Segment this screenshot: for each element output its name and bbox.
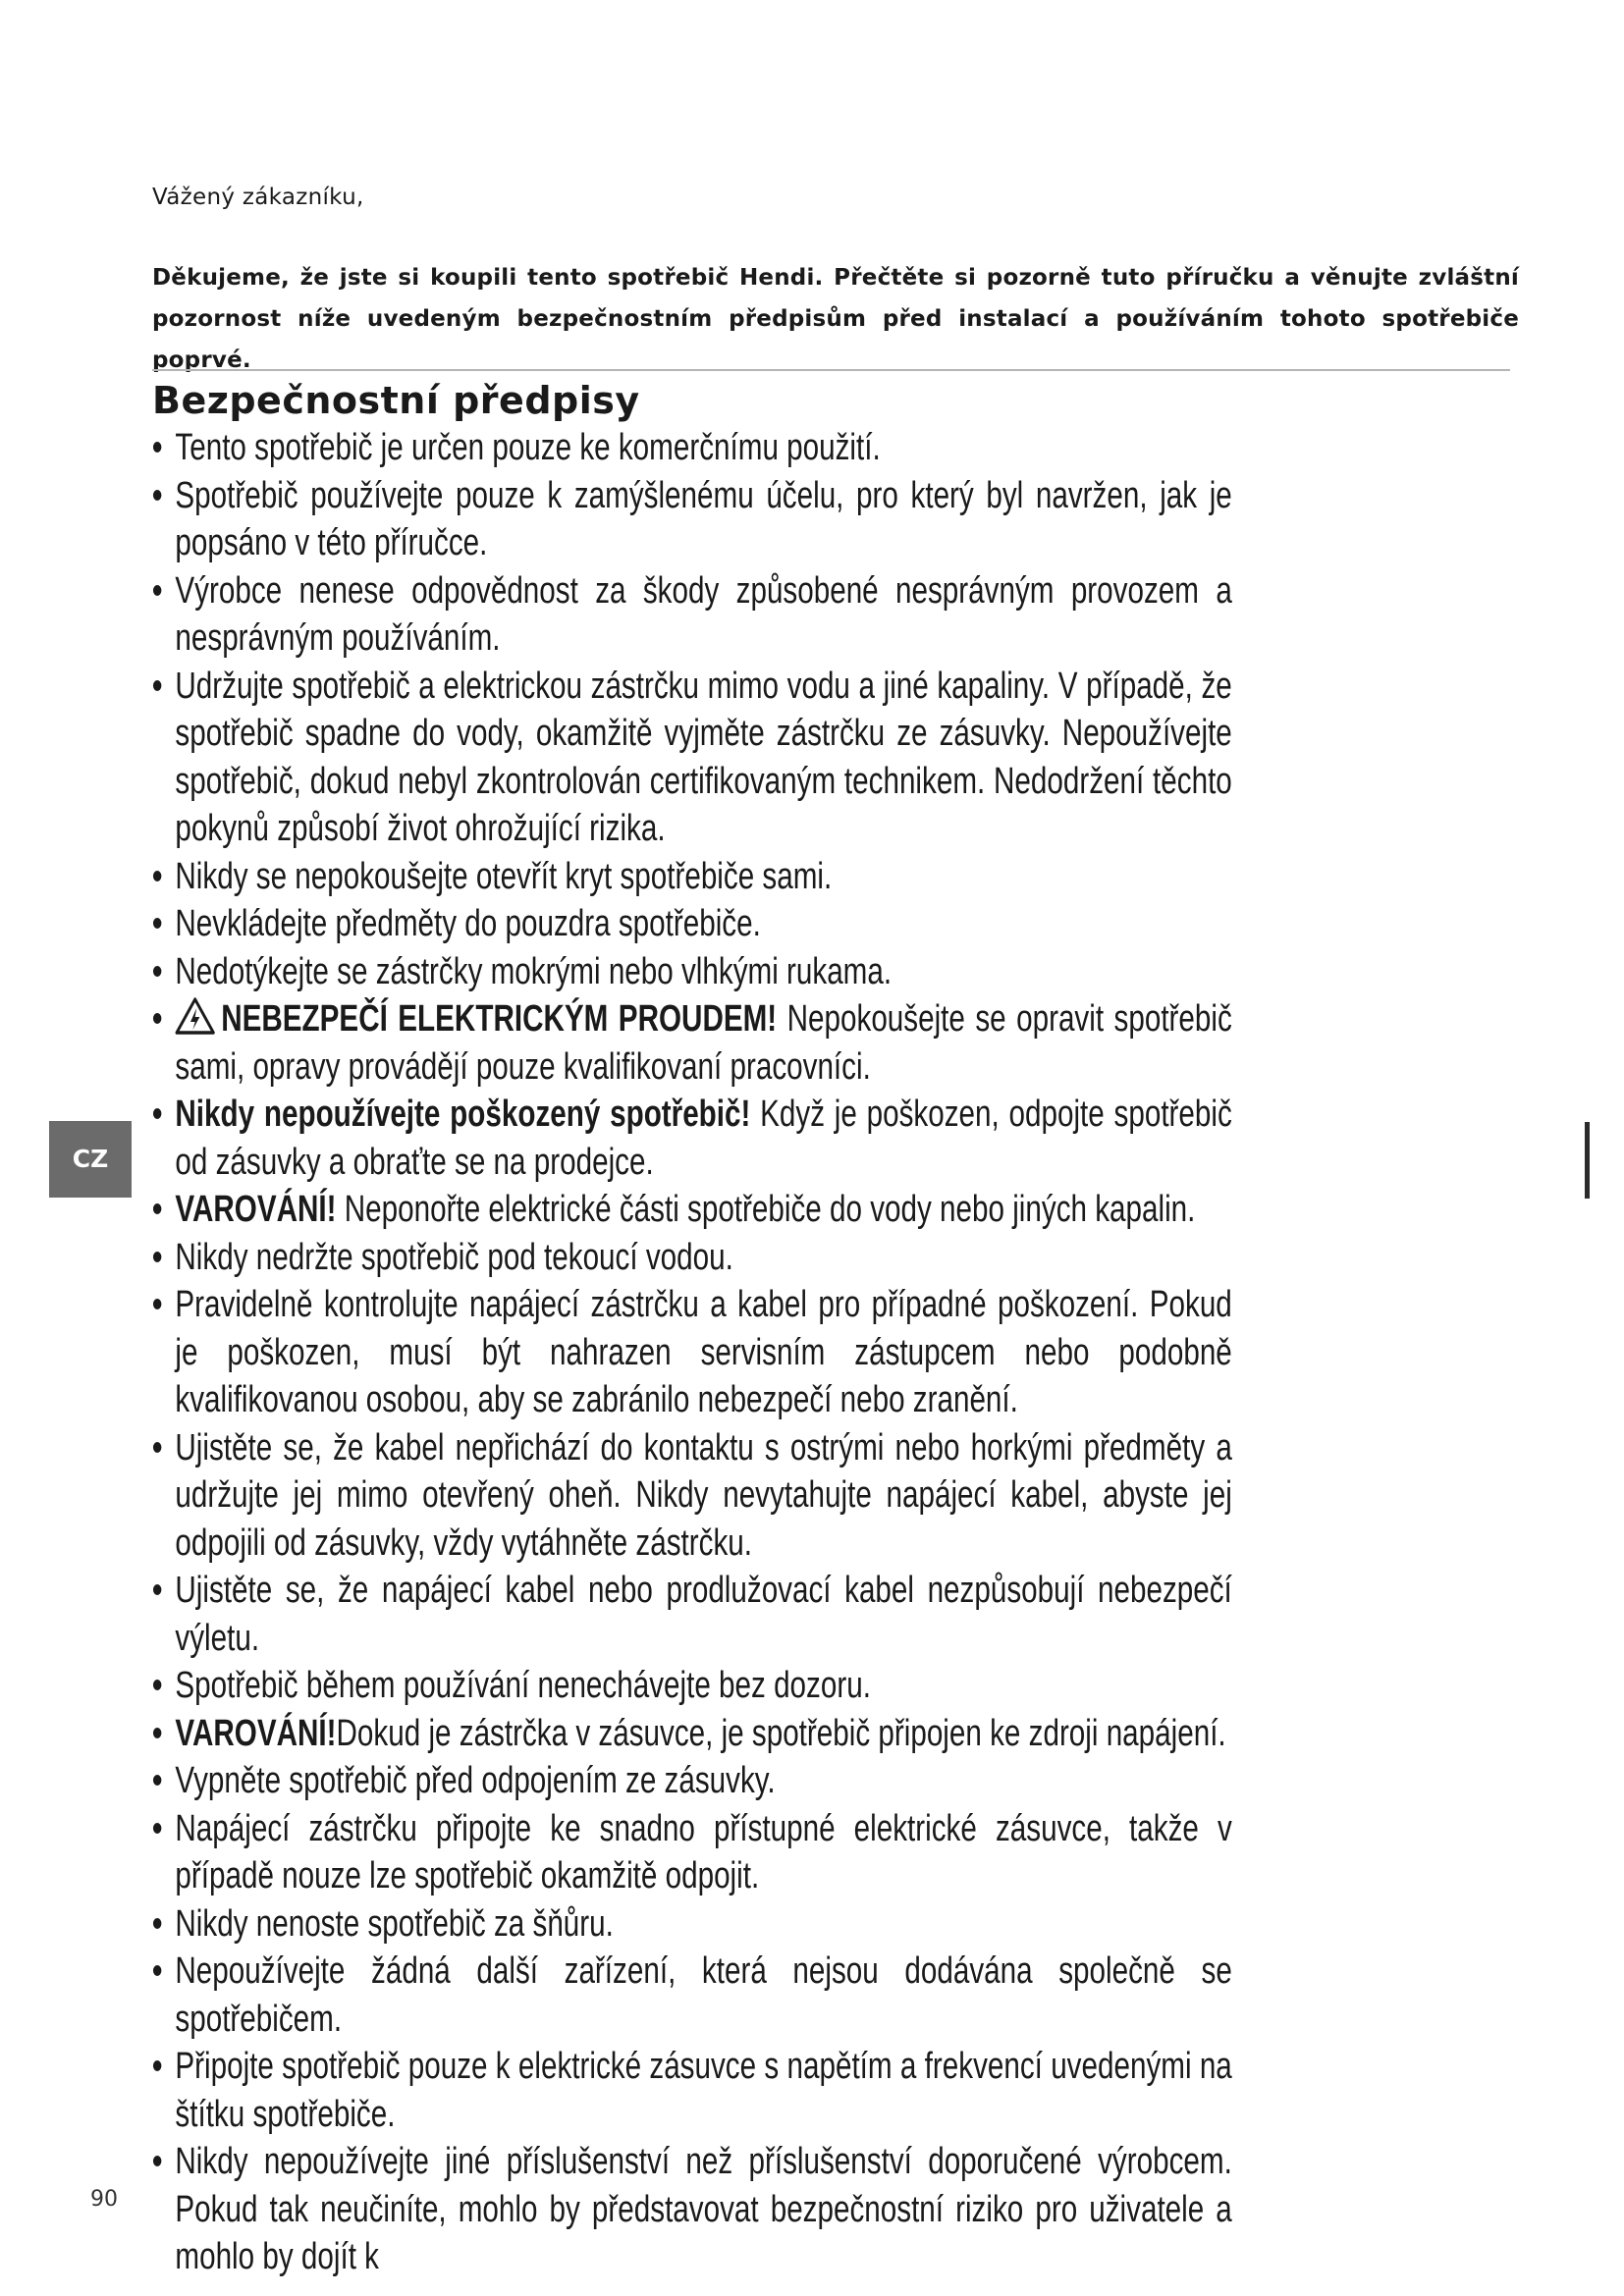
section-divider	[152, 369, 1510, 371]
safety-rule-item	[152, 900, 1232, 948]
greeting: Vážený zákazníku,	[152, 185, 364, 210]
section-title: Bezpečnostní předpisy	[152, 379, 640, 422]
bullet-icon: •	[152, 855, 163, 897]
rule-text: Spotřebič během používání nenechávejte bez dozoru.	[175, 1665, 871, 1706]
bullet-icon: •	[152, 903, 163, 944]
rule-text: Udržujte spotřebič a elektrickou zástrčku mimo vodu a jiné kapaliny. V případě, že spotřebič spadne do vody, okamžitě vyjměte zástrčku ze zásuvky. Nepoužívejte spotřebič, dokud nebyl zkontrolován certifikovaným technikem. Nedodržení těchto pokynů způsobí život ohrožující rizika.	[175, 665, 1232, 849]
rule-text: Nepoužívejte žádná další zařízení, která nejsou dodávána společně se spotřebičem.	[175, 1950, 1232, 2040]
safety-rule-item	[152, 1186, 1232, 1234]
rule-text: Nikdy nenoste spotřebič za šňůru.	[175, 1902, 614, 1945]
rule-text: Když je poškozen, odpojte spotřebič od zásuvky a obraťte se na prodejce.	[175, 1094, 1232, 1183]
bullet-icon: •	[152, 427, 163, 468]
rule-text: Výrobce nenese odpovědnost za škody způsobené nesprávným provozem a nesprávným používáním.	[175, 569, 1232, 659]
safety-rule-item	[152, 1757, 1232, 1805]
rule-text: Připojte spotřebič pouze k elektrické zásuvce s napětím a frekvencí uvedenými na štítku spotřebiče.	[175, 2046, 1232, 2135]
rule-text: Nevkládejte předměty do pouzdra spotřebiče.	[175, 903, 761, 944]
safety-rules-list	[152, 424, 1232, 2281]
rule-text: Nikdy nepoužívejte jiné příslušenství než příslušenství doporučené výrobcem. Pokud tak neučiníte, mohlo by představovat bezpečnostní riziko pro uživatele a mohlo by dojít k	[175, 2141, 1232, 2277]
bullet-icon: •	[152, 1665, 163, 1706]
rule-text: Neponořte elektrické části spotřebiče do vody nebo jiných kapalin.	[336, 1189, 1196, 1230]
bullet-icon: •	[152, 1236, 163, 1278]
bullet-icon: •	[152, 1094, 163, 1135]
page-number: 90	[90, 2187, 118, 2212]
rule-text: Nepokoušejte se opravit spotřebič sami, opravy provádějí pouze kvalifikovaní pracovníci.	[175, 998, 1232, 1088]
bullet-icon: •	[152, 1570, 163, 1611]
rule-text: Ujistěte se, že napájecí kabel nebo prodlužovací kabel nezpůsobují nebezpečí výletu.	[175, 1570, 1232, 1659]
rule-text: Dokud je zástrčka v zásuvce, je spotřebič připojen ke zdroji napájení.	[336, 1712, 1226, 1754]
safety-rule-item	[152, 853, 1232, 901]
rule-emphasis: VAROVÁNÍ!	[175, 1712, 337, 1754]
rule-text: Ujistěte se, že kabel nepřichází do kontaktu s ostrými nebo horkými předměty a udržujte jej mimo otevřený oheň. Nikdy nevytahujte napájecí kabel, abyste jej odpojili od zásuvky, vždy vytáhněte zástrčku.	[175, 1426, 1232, 1564]
safety-rule-item	[152, 2138, 1232, 2281]
rule-text: Napájecí zástrčku připojte ke snadno přístupné elektrické zásuvce, takže v případě nouze lze spotřebič okamžitě odpojit.	[175, 1807, 1232, 1896]
bullet-icon: •	[152, 2046, 163, 2087]
bullet-icon: •	[152, 1189, 163, 1230]
rule-text: Pravidelně kontrolujte napájecí zástrčku a kabel pro případné poškození. Pokud je poškozen, musí být nahrazen servisním zástupcem nebo podobně kvalifikovanou osobou, aby se zabránilo nebezpečí nebo zranění.	[175, 1284, 1232, 1420]
safety-rule-item	[152, 424, 1232, 472]
safety-rule-item	[152, 1091, 1232, 1186]
safety-rule-item	[152, 1805, 1232, 1900]
rule-text: Vypněte spotřebič před odpojením ze zásuvky.	[175, 1760, 776, 1801]
bullet-icon: •	[152, 1950, 163, 1992]
bullet-icon: •	[152, 1807, 163, 1849]
safety-rule-item	[152, 1281, 1232, 1424]
safety-rule-item	[152, 1710, 1232, 1758]
safety-rule-item	[152, 995, 1232, 1091]
safety-rule-item	[152, 1567, 1232, 1662]
bullet-icon: •	[152, 1426, 163, 1468]
rule-emphasis: NEBEZPEČÍ ELEKTRICKÝM PROUDEM!	[221, 998, 778, 1040]
safety-rule-item	[152, 472, 1232, 567]
safety-rule-item	[152, 2043, 1232, 2138]
margin-marker	[1585, 1122, 1590, 1199]
bullet-icon: •	[152, 1902, 163, 1945]
safety-rule-item	[152, 1234, 1232, 1282]
rule-emphasis: Nikdy nepoužívejte poškozený spotřebič!	[175, 1094, 751, 1135]
bullet-icon: •	[152, 950, 163, 992]
safety-rule-item	[152, 1948, 1232, 2043]
rule-text: Nikdy se nepokoušejte otevřít kryt spotřebiče sami.	[175, 855, 833, 897]
bullet-icon: •	[152, 2141, 163, 2182]
bullet-icon: •	[152, 1284, 163, 1325]
rule-text: Spotřebič používejte pouze k zamýšlenému účelu, pro který byl navržen, jak je popsáno v této příručce.	[175, 474, 1232, 563]
safety-rule-item	[152, 1424, 1232, 1568]
safety-rule-item	[152, 663, 1232, 853]
safety-rule-item	[152, 948, 1232, 996]
bullet-icon: •	[152, 569, 163, 612]
bullet-icon: •	[152, 998, 163, 1040]
safety-rule-item	[152, 1900, 1232, 1949]
intro-paragraph: Děkujeme, že jste si koupili tento spotřebič Hendi. Přečtěte si pozorně tuto příručku a věnujte zvláštní pozornost níže uvedeným bezpečnostním předpisům před instalací a používáním tohoto spotřebiče poprvé.	[152, 265, 1519, 373]
rule-text: Nedotýkejte se zástrčky mokrými nebo vlhkými rukama.	[175, 950, 893, 992]
safety-rule-item	[152, 1662, 1232, 1710]
language-tab: CZ	[49, 1121, 132, 1198]
rule-text: Nikdy nedržte spotřebič pod tekoucí vodou.	[175, 1236, 733, 1278]
rule-text: Tento spotřebič je určen pouze ke komerčnímu použití.	[175, 427, 881, 468]
bullet-icon: •	[152, 1760, 163, 1801]
bullet-icon: •	[152, 665, 163, 707]
rule-emphasis: VAROVÁNÍ!	[175, 1189, 337, 1230]
bullet-icon: •	[152, 1712, 163, 1754]
bullet-icon: •	[152, 474, 163, 516]
safety-rule-item	[152, 567, 1232, 663]
electric-hazard-icon	[175, 997, 215, 1035]
